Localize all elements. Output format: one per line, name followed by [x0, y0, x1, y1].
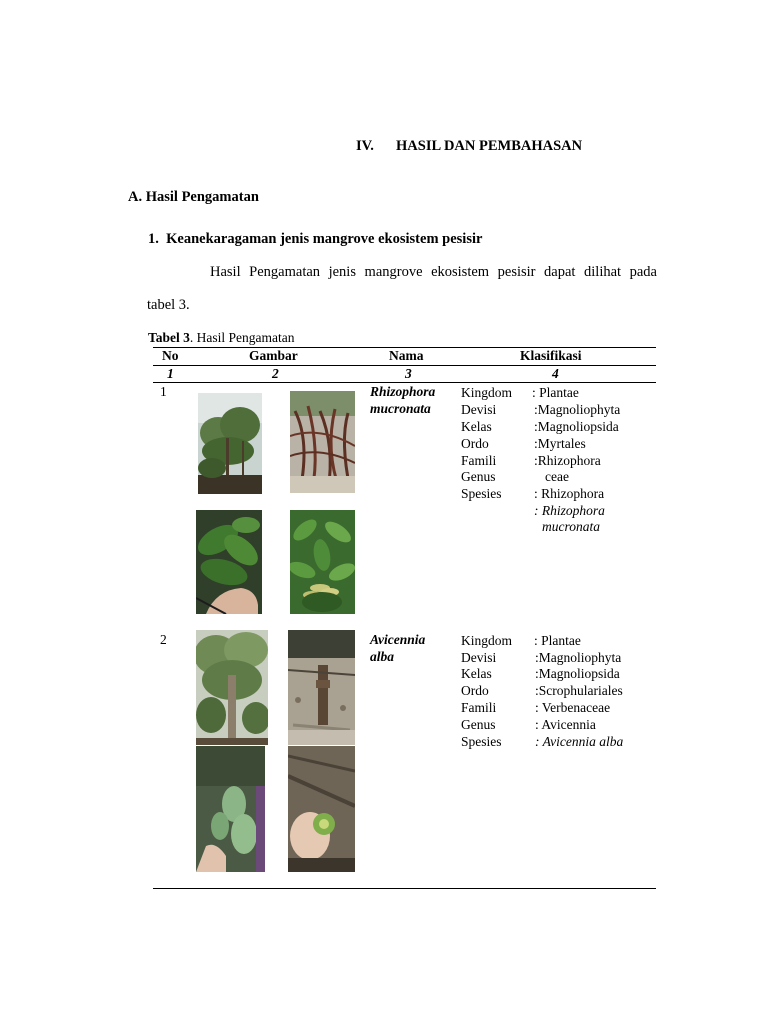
klas-key: Kelas [461, 419, 492, 434]
paragraph-line-2: tabel 3. [147, 297, 190, 313]
klas-value: :Magnoliophyta [534, 402, 621, 417]
klas-species-line-2: mucronata [542, 519, 600, 534]
row-1-name-line-1: Rhizophora [370, 384, 436, 399]
klas-key: Devisi [461, 650, 497, 665]
avicennia-tree-photo [196, 630, 268, 745]
colnum-rule [153, 382, 656, 383]
klas-value: :Rhizophora [534, 453, 601, 468]
leaf-in-hand-photo [196, 510, 262, 614]
klas-value: : Avicennia [535, 717, 596, 732]
section-heading: A. Hasil Pengamatan [128, 189, 259, 205]
table-caption [148, 330, 295, 346]
klas-key: Genus [461, 469, 496, 484]
colnum-1: 1 [167, 366, 174, 381]
subsection-heading: 1. Keanekaragaman jenis mangrove ekosistem pesisir [148, 231, 483, 247]
row-2-name-line-2: alba [370, 649, 395, 664]
klas-value: :Magnoliopsida [535, 666, 620, 681]
row-2-no: 2 [160, 632, 167, 647]
header-nama: Nama [389, 348, 424, 363]
caption-text: . Hasil Pengamatan [189, 330, 295, 345]
fruit-in-hand-photo [288, 746, 355, 872]
klas-key: Ordo [461, 683, 489, 698]
chapter-number: IV. [356, 138, 374, 154]
table-bottom-rule [153, 888, 656, 889]
klas-value: ceae [545, 469, 569, 484]
klas-value: : Avicennia alba [535, 734, 624, 749]
colnum-3: 3 [405, 366, 412, 381]
header-no: No [162, 348, 179, 363]
pneumatophore-photo [288, 630, 355, 745]
klas-value: :Scrophulariales [535, 683, 623, 698]
klas-key: Spesies [461, 734, 502, 749]
propagule-cluster-photo [290, 510, 355, 614]
header-gambar: Gambar [249, 348, 298, 363]
mangrove-tree-photo [198, 393, 262, 494]
row-2-name-line-1: Avicennia [370, 632, 426, 647]
caption-label: Tabel 3 [148, 330, 190, 345]
klas-key: Famili [461, 700, 497, 715]
klas-value: :Magnoliopsida [534, 419, 619, 434]
header-klasifikasi: Klasifikasi [520, 348, 582, 363]
colnum-2: 2 [272, 366, 279, 381]
colnum-4: 4 [552, 366, 559, 381]
klas-value: : Plantae [534, 633, 581, 648]
klas-key: Famili [461, 453, 497, 468]
paragraph-line-1: Hasil Pengamatan jenis mangrove ekosistem pesisir dapat dilihat pada [210, 264, 657, 280]
klas-key: Spesies [461, 486, 502, 501]
klas-value: : Rhizophora [534, 486, 605, 501]
row-1-no: 1 [160, 384, 167, 399]
chapter-title: HASIL DAN PEMBAHASAN [396, 138, 583, 154]
prop-roots-photo [290, 391, 355, 493]
klas-key: Devisi [461, 402, 497, 417]
klas-key: Kingdom [461, 385, 513, 400]
klas-key: Ordo [461, 436, 489, 451]
klas-species-line-1: : Rhizophora [534, 503, 605, 518]
klas-key: Genus [461, 717, 496, 732]
klas-value: : Plantae [532, 385, 579, 400]
klas-value: :Myrtales [534, 436, 586, 451]
klas-key: Kelas [461, 666, 492, 681]
klas-key: Kingdom [461, 633, 513, 648]
klas-value: : Verbenaceae [535, 700, 611, 715]
row-1-name-line-2: mucronata [370, 401, 431, 416]
klas-value: :Magnoliophyta [535, 650, 622, 665]
leaf-hand-photo [196, 746, 265, 872]
